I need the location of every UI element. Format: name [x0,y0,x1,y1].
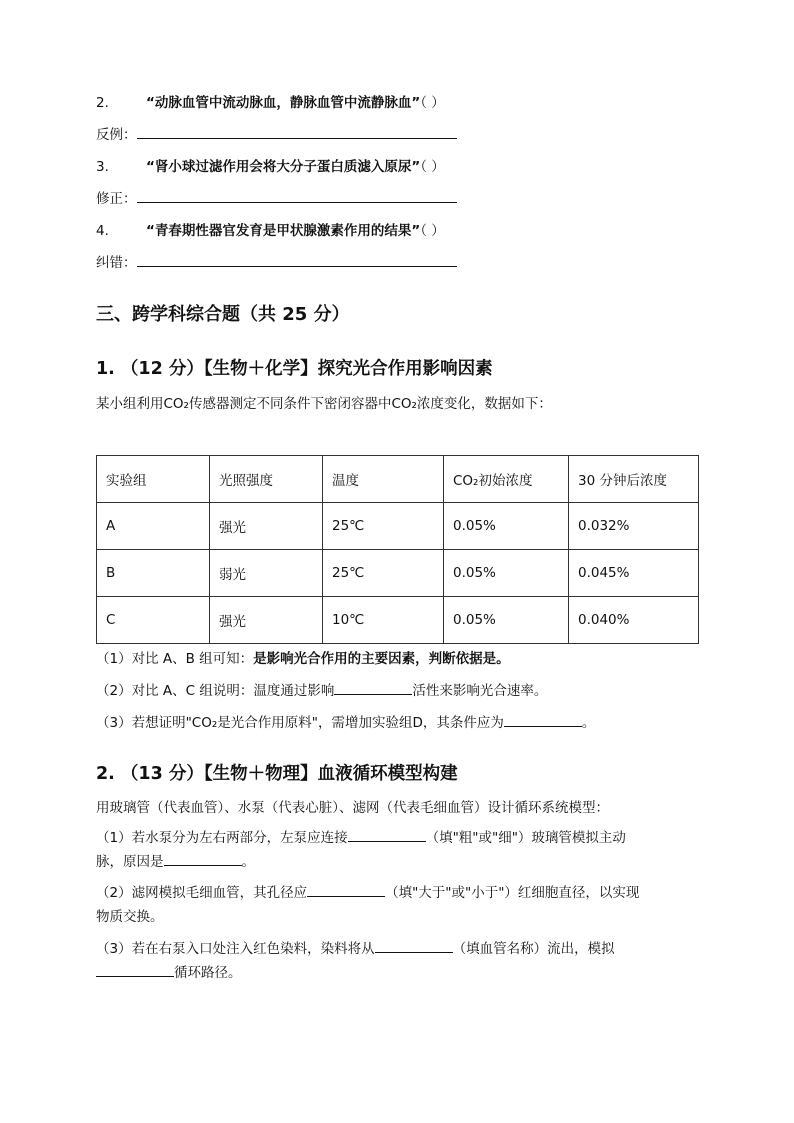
item-2-answer-label: 反例： [96,127,137,143]
item-2-answer [96,126,457,144]
q1-sub-1 [96,650,510,668]
q1-title: 1. （12 分）【生物＋化学】探究光合作用影响因素 [96,359,493,379]
q2-sub-2-line2: 物质交换。 [96,909,164,925]
q2-sub-2-blank[interactable] [307,884,385,897]
q2-sub-3 [96,937,696,985]
q1-sub-3-suffix: 。 [581,715,596,731]
q2-sub-1-blank-1[interactable] [348,829,426,842]
q1-sub-2-suffix: 活性来影响光合速率。 [412,683,548,699]
q2-sub-1-blank-2[interactable] [164,853,242,866]
item-3-answer-label: 修正： [96,191,137,207]
item-2-statement [96,94,445,112]
item-4-answer-label: 纠错： [96,255,137,271]
q2-sub-2-prefix: （2）滤网模拟毛细血管，其孔径应 [96,885,308,901]
item-2-answer-blank[interactable] [137,126,457,139]
table-cell: 0.032% [569,503,699,550]
q1-sub-2-blank[interactable] [334,682,412,695]
q2-sub-1-line2: 脉，原因是 [96,854,164,870]
table-header-cell: 30 分钟后浓度 [569,456,699,503]
item-2-number: 2. [96,95,109,111]
q2-sub-3-blank-2[interactable] [96,964,174,977]
q2-intro: 用玻璃管（代表血管）、水泵（代表心脏）、滤网（代表毛细血管）设计循环系统模型： [96,800,609,816]
item-2-text: “动脉血管中流动脉血，静脉血管中流静脉血” [146,95,421,111]
q1-sub-1-prefix: （1）对比 A、B 组可知： [96,651,254,667]
q2-sub-1-mid: （填"粗"或"细"）玻璃管模拟主动 [425,830,626,846]
table-cell: 25℃ [323,503,444,550]
q1-sub-3-blank[interactable] [504,714,582,727]
item-4-text: “青春期性器官发育是甲状腺激素作用的结果” [146,223,421,239]
q1-sub-3-prefix: （3）若想证明"CO₂是光合作用原料"，需增加实验组D，其条件应为 [96,715,504,731]
table-cell: 强光 [210,503,323,550]
table-header-cell: CO₂初始浓度 [444,456,569,503]
q1-data-table [96,455,699,644]
table-cell: 0.05% [444,550,569,597]
q2-title: 2. （13 分）【生物＋物理】血液循环模型构建 [96,764,458,784]
q2-sub-1-end: 。 [241,854,255,870]
table-row [97,597,699,644]
item-4-bracket: （ ） [420,223,445,239]
table-header-cell: 温度 [323,456,444,503]
table-header-cell: 实验组 [97,456,210,503]
item-3-answer [96,190,457,208]
table-cell: 0.05% [444,503,569,550]
table-cell: 25℃ [323,550,444,597]
table-cell: 0.045% [569,550,699,597]
q2-sub-3-mid: （填血管名称）流出，模拟 [452,941,615,957]
item-3-statement [96,158,445,176]
table-cell: 强光 [210,597,323,644]
table-header-row [97,456,699,503]
q2-sub-1 [96,826,696,874]
q2-sub-3-prefix: （3）若在右泵入口处注入红色染料，染料将从 [96,941,375,957]
q1-sub-2-prefix: （2）对比 A、C 组说明：温度通过影响 [96,683,335,699]
item-4-statement [96,222,445,240]
table-cell: 弱光 [210,550,323,597]
table-cell: 0.05% [444,597,569,644]
item-4-number: 4. [96,223,109,239]
item-3-number: 3. [96,159,109,175]
q1-sub-1-text: 是影响光合作用的主要因素，判断依据是。 [253,651,510,667]
table-row [97,503,699,550]
table-cell: C [97,597,210,644]
table-row [97,550,699,597]
item-3-answer-blank[interactable] [137,190,457,203]
q1-sub-3 [96,714,595,732]
item-4-answer [96,254,457,272]
q2-sub-3-end: 循环路径。 [174,965,242,981]
section-3-title: 三、跨学科综合题（共 25 分） [96,304,350,325]
item-3-text: “肾小球过滤作用会将大分子蛋白质滤入原尿” [146,159,421,175]
table-header-cell: 光照强度 [210,456,323,503]
table-cell: B [97,550,210,597]
table-cell: 0.040% [569,597,699,644]
q2-sub-2-mid: （填"大于"或"小于"）红细胞直径，以实现 [385,885,640,901]
table-cell: A [97,503,210,550]
q2-sub-3-blank-1[interactable] [375,940,453,953]
q2-sub-2 [96,881,696,929]
q1-intro: 某小组利用CO₂传感器测定不同条件下密闭容器中CO₂浓度变化，数据如下： [96,396,552,412]
q1-sub-2 [96,682,547,700]
table-cell: 10℃ [323,597,444,644]
item-4-answer-blank[interactable] [137,254,457,267]
item-2-bracket: （ ） [420,95,445,111]
q2-sub-1-prefix: （1）若水泵分为左右两部分，左泵应连接 [96,830,348,846]
item-3-bracket: （ ） [420,159,445,175]
